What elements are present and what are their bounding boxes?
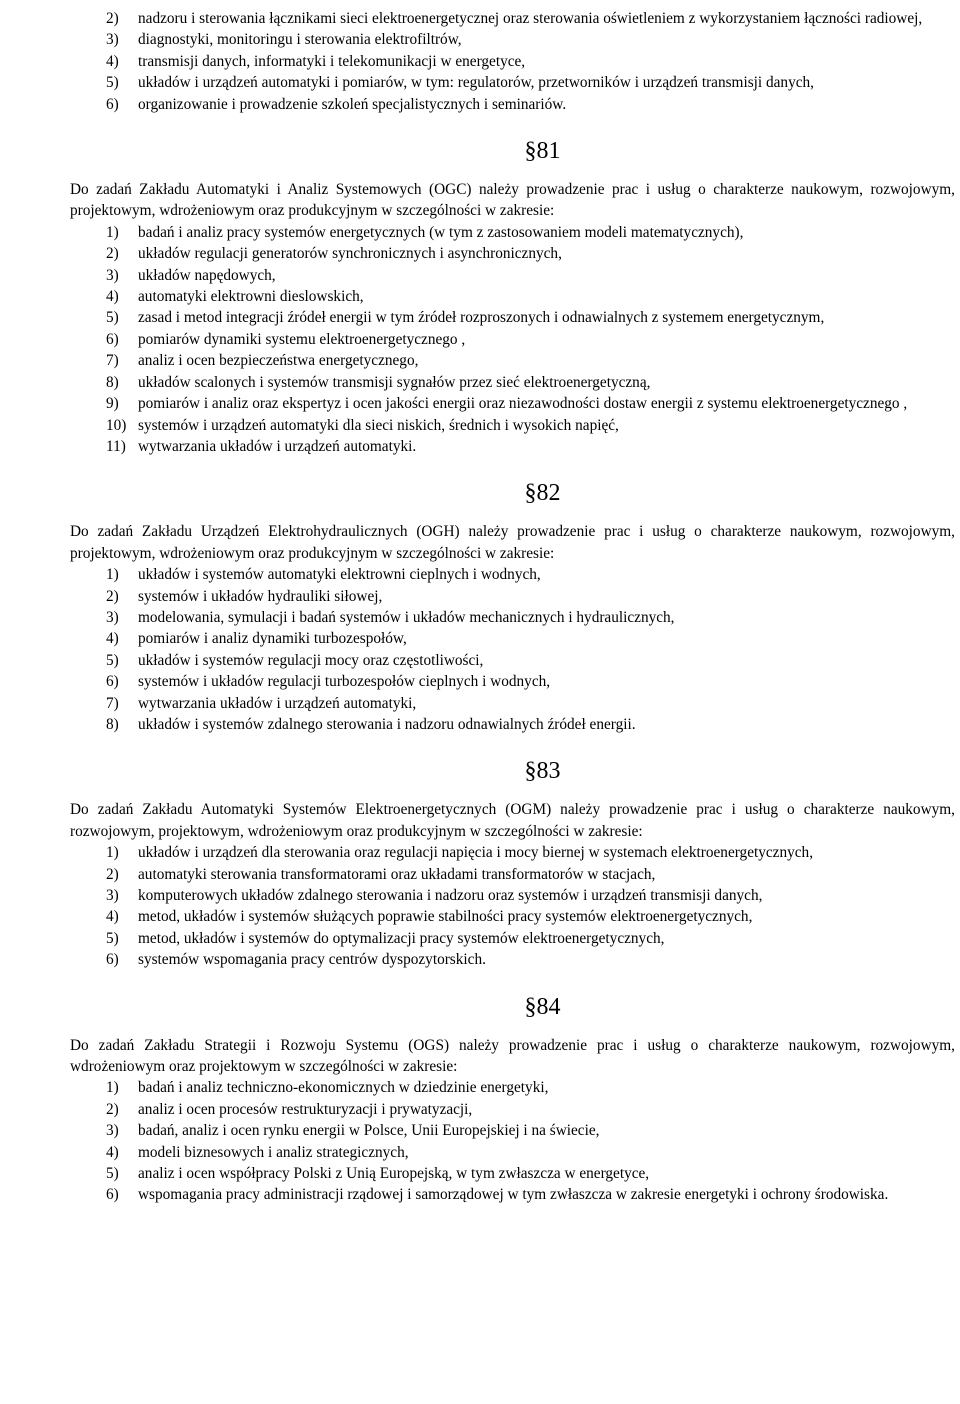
list-item-number: 8) bbox=[106, 373, 119, 391]
list-item bbox=[70, 864, 955, 885]
list-item bbox=[70, 885, 955, 906]
list-item-text: organizowanie i prowadzenie szkoleń specjalistycznych i seminariów. bbox=[138, 95, 567, 113]
list-item bbox=[70, 8, 955, 29]
list-item-text: analiz i ocen współpracy Polski z Unią Europejską, w tym zwłaszcza w energetyce, bbox=[138, 1165, 650, 1183]
list-item-text: badań i analiz pracy systemów energetycznych (w tym z zastosowaniem modeli matematycznych), bbox=[138, 223, 744, 241]
list-item-number: 8) bbox=[106, 715, 119, 733]
list-item-text: metod, układów i systemów do optymalizacji pracy systemów elektroenergetycznych, bbox=[138, 929, 665, 947]
list-item bbox=[70, 906, 955, 927]
list-item-text: nadzoru i sterowania łącznikami sieci elektroenergetycznej oraz sterowania oświetleniem z wykorzystaniem łączności radiowej, bbox=[138, 10, 923, 27]
list-item-text: zasad i metod integracji źródeł energii w tym źródeł rozproszonych i odnawialnych z systemem energetycznym, bbox=[138, 309, 825, 327]
list-item-text: diagnostyki, monitoringu i sterowania elektrofiltrów, bbox=[138, 31, 462, 49]
list-item bbox=[70, 1077, 955, 1098]
list-item-number: 6) bbox=[106, 330, 119, 348]
list-item-text: analiz i ocen bezpieczeństwa energetycznego, bbox=[138, 352, 419, 370]
list-item-text: układów i urządzeń automatyki i pomiarów, w tym: regulatorów, przetworników i urządzeń transmisji danych, bbox=[138, 74, 814, 92]
paragraph-heading: §81 bbox=[524, 138, 561, 165]
list-item bbox=[70, 393, 955, 414]
list-item-number: 1) bbox=[106, 223, 119, 241]
list-item-number: 5) bbox=[106, 929, 119, 947]
list-item-number: 3) bbox=[106, 1122, 119, 1140]
list-item-text: układów i systemów automatyki elektrowni cieplnych i wodnych, bbox=[138, 566, 541, 584]
paragraph-heading: §84 bbox=[524, 993, 561, 1020]
list-item-number: 2) bbox=[106, 245, 119, 263]
list-item-text: układów napędowych, bbox=[138, 266, 276, 284]
list-item bbox=[70, 72, 955, 93]
list-item-number: 7) bbox=[106, 694, 119, 712]
list-item-text: wytwarzania układów i urządzeń automatyki. bbox=[138, 437, 417, 455]
paragraph-intro: Do zadań Zakładu Strategii i Rozwoju Systemu (OGS) należy prowadzenie prac i usług o charakterze naukowym, rozwojowym, wdrożeniowym oraz projektowym w szczególności w zakresie: bbox=[70, 1036, 955, 1076]
list-item-number: 3) bbox=[106, 887, 119, 904]
list-item-number: 11) bbox=[106, 437, 126, 455]
paragraph-list bbox=[70, 222, 955, 457]
list-item-number: 2) bbox=[106, 1100, 119, 1118]
list-item bbox=[70, 693, 955, 714]
paragraph-list bbox=[70, 842, 955, 970]
list-item-text: układów i systemów regulacji mocy oraz częstotliwości, bbox=[138, 651, 484, 669]
paragraph-heading: §83 bbox=[524, 758, 561, 785]
list-item-text: systemów i układów regulacji turbozespołów cieplnych i wodnych, bbox=[138, 673, 551, 691]
list-item-number: 4) bbox=[106, 630, 119, 648]
list-item-text: wytwarzania układów i urządzeń automatyki, bbox=[138, 694, 417, 712]
list-item-number: 7) bbox=[106, 352, 119, 370]
list-item bbox=[70, 29, 955, 50]
list-item-text: systemów i urządzeń automatyki dla sieci niskich, średnich i wysokich napięć, bbox=[138, 416, 619, 434]
list-item bbox=[70, 1184, 955, 1205]
list-item bbox=[70, 329, 955, 350]
list-item bbox=[70, 307, 955, 328]
paragraph-section bbox=[70, 137, 955, 457]
list-item-number: 3) bbox=[106, 608, 119, 626]
paragraph-heading: §82 bbox=[524, 480, 561, 507]
list-item-text: modelowania, symulacji i badań systemów i układów mechanicznych i hydraulicznych, bbox=[138, 608, 675, 626]
list-item-number: 6) bbox=[106, 1186, 119, 1204]
list-item-number: 1) bbox=[106, 1079, 119, 1097]
list-item bbox=[70, 94, 955, 115]
list-item bbox=[70, 265, 955, 286]
list-item bbox=[70, 286, 955, 307]
paragraph-intro: Do zadań Zakładu Automatyki i Analiz Systemowych (OGC) należy prowadzenie prac i usług o charakterze naukowym, rozwojowym, projektowym, wdrożeniowym oraz produkcyjnym w szczególności w zakresie: bbox=[70, 181, 955, 220]
list-item-number: 4) bbox=[106, 52, 119, 70]
list-item bbox=[70, 671, 955, 692]
list-item-text: modeli biznesowych i analiz strategicznych, bbox=[138, 1143, 409, 1161]
list-item-number: 4) bbox=[106, 288, 119, 306]
list-item-text: komputerowych układów zdalnego sterowania i nadzoru oraz systemów i urządzeń transmisji danych, bbox=[138, 887, 763, 904]
list-item-text: pomiarów i analiz dynamiki turbozespołów, bbox=[138, 630, 407, 648]
list-item-text: układów i urządzeń dla sterowania oraz regulacji napięcia i mocy biernej w systemach elektroenergetycznych, bbox=[138, 844, 814, 862]
list-item-text: układów i systemów zdalnego sterowania i nadzoru odnawialnych źródeł energii. bbox=[138, 715, 636, 733]
list-item-number: 5) bbox=[106, 651, 119, 669]
list-item bbox=[70, 415, 955, 436]
list-item-number: 2) bbox=[106, 865, 119, 883]
list-item bbox=[70, 243, 955, 264]
list-item-text: badań, analiz i ocen rynku energii w Polsce, Unii Europejskiej i na świecie, bbox=[138, 1122, 600, 1140]
list-item bbox=[70, 51, 955, 72]
list-item-number: 5) bbox=[106, 74, 119, 92]
list-item bbox=[70, 628, 955, 649]
list-item-text: transmisji danych, informatyki i telekomunikacji w energetyce, bbox=[138, 52, 526, 70]
list-item bbox=[70, 1142, 955, 1163]
continuation-list bbox=[70, 8, 955, 115]
list-item-text: automatyki elektrowni dieslowskich, bbox=[138, 288, 364, 306]
list-item bbox=[70, 650, 955, 671]
list-item-number: 2) bbox=[106, 587, 119, 605]
paragraph-section bbox=[70, 993, 955, 1206]
list-item bbox=[70, 564, 955, 585]
sections-container bbox=[70, 137, 955, 1206]
list-item bbox=[70, 714, 955, 735]
list-item bbox=[70, 222, 955, 243]
list-item-number: 3) bbox=[106, 31, 119, 49]
list-item bbox=[70, 586, 955, 607]
list-item-number: 9) bbox=[106, 395, 119, 413]
list-item-number: 4) bbox=[106, 908, 119, 926]
paragraph-intro: Do zadań Zakładu Urządzeń Elektrohydraulicznych (OGH) należy prowadzenie prac i usług o charakterze naukowym, rozwojowym, projektowym, wdrożeniowym oraz produkcyjnym w szczególności w zakresie: bbox=[70, 523, 955, 562]
list-item bbox=[70, 928, 955, 949]
paragraph-section bbox=[70, 757, 955, 970]
list-item bbox=[70, 1163, 955, 1184]
list-item-number: 6) bbox=[106, 673, 119, 691]
list-item-text: metod, układów i systemów służących poprawie stabilności pracy systemów elektroenergetycznych, bbox=[138, 908, 753, 926]
list-item-text: układów scalonych i systemów transmisji sygnałów przez sieć elektroenergetyczną, bbox=[138, 373, 651, 391]
list-item bbox=[70, 1099, 955, 1120]
list-item-number: 1) bbox=[106, 844, 119, 862]
list-item bbox=[70, 607, 955, 628]
list-item-text: badań i analiz techniczno-ekonomicznych w dziedzinie energetyki, bbox=[138, 1079, 549, 1097]
list-item-text: układów regulacji generatorów synchronicznych i asynchronicznych, bbox=[138, 245, 562, 263]
list-item-number: 6) bbox=[106, 951, 119, 969]
list-item-number: 4) bbox=[106, 1143, 119, 1161]
paragraph-section bbox=[70, 479, 955, 735]
paragraph-list bbox=[70, 564, 955, 735]
list-item-number: 6) bbox=[106, 95, 119, 113]
list-item-number: 5) bbox=[106, 309, 119, 327]
list-item-number: 5) bbox=[106, 1165, 119, 1183]
list-item-number: 1) bbox=[106, 566, 119, 584]
list-item-text: systemów wspomagania pracy centrów dyspozytorskich. bbox=[138, 951, 486, 969]
list-item-text: pomiarów i analiz oraz ekspertyz i ocen jakości energii oraz niezawodności dostaw energii z systemu elektroenergetycznego , bbox=[138, 395, 908, 413]
list-item-text: automatyki sterowania transformatorami oraz układami transformatorów w stacjach, bbox=[138, 865, 656, 883]
list-item bbox=[70, 949, 955, 970]
list-item-number: 3) bbox=[106, 266, 119, 284]
list-item bbox=[70, 1120, 955, 1141]
list-item bbox=[70, 372, 955, 393]
paragraph-intro: Do zadań Zakładu Automatyki Systemów Elektroenergetycznych (OGM) należy prowadzenie prac i usług o charakterze naukowym, rozwojowym, projektowym, wdrożeniowym oraz produkcyjnym w szczególności w zakresie: bbox=[70, 801, 955, 840]
list-item-text: systemów i układów hydrauliki siłowej, bbox=[138, 587, 383, 605]
paragraph-list bbox=[70, 1077, 955, 1205]
list-item-number: 10) bbox=[106, 416, 127, 434]
list-item-text: pomiarów dynamiki systemu elektroenergetycznego , bbox=[138, 330, 466, 348]
list-item-text: wspomagania pracy administracji rządowej i samorządowej w tym zwłaszcza w zakresie energetyki i ochrony środowiska. bbox=[138, 1186, 889, 1204]
list-item-text: analiz i ocen procesów restrukturyzacji i prywatyzacji, bbox=[138, 1100, 473, 1118]
list-item bbox=[70, 436, 955, 457]
list-item bbox=[70, 842, 955, 863]
list-item bbox=[70, 350, 955, 371]
list-item-number: 2) bbox=[106, 10, 119, 27]
